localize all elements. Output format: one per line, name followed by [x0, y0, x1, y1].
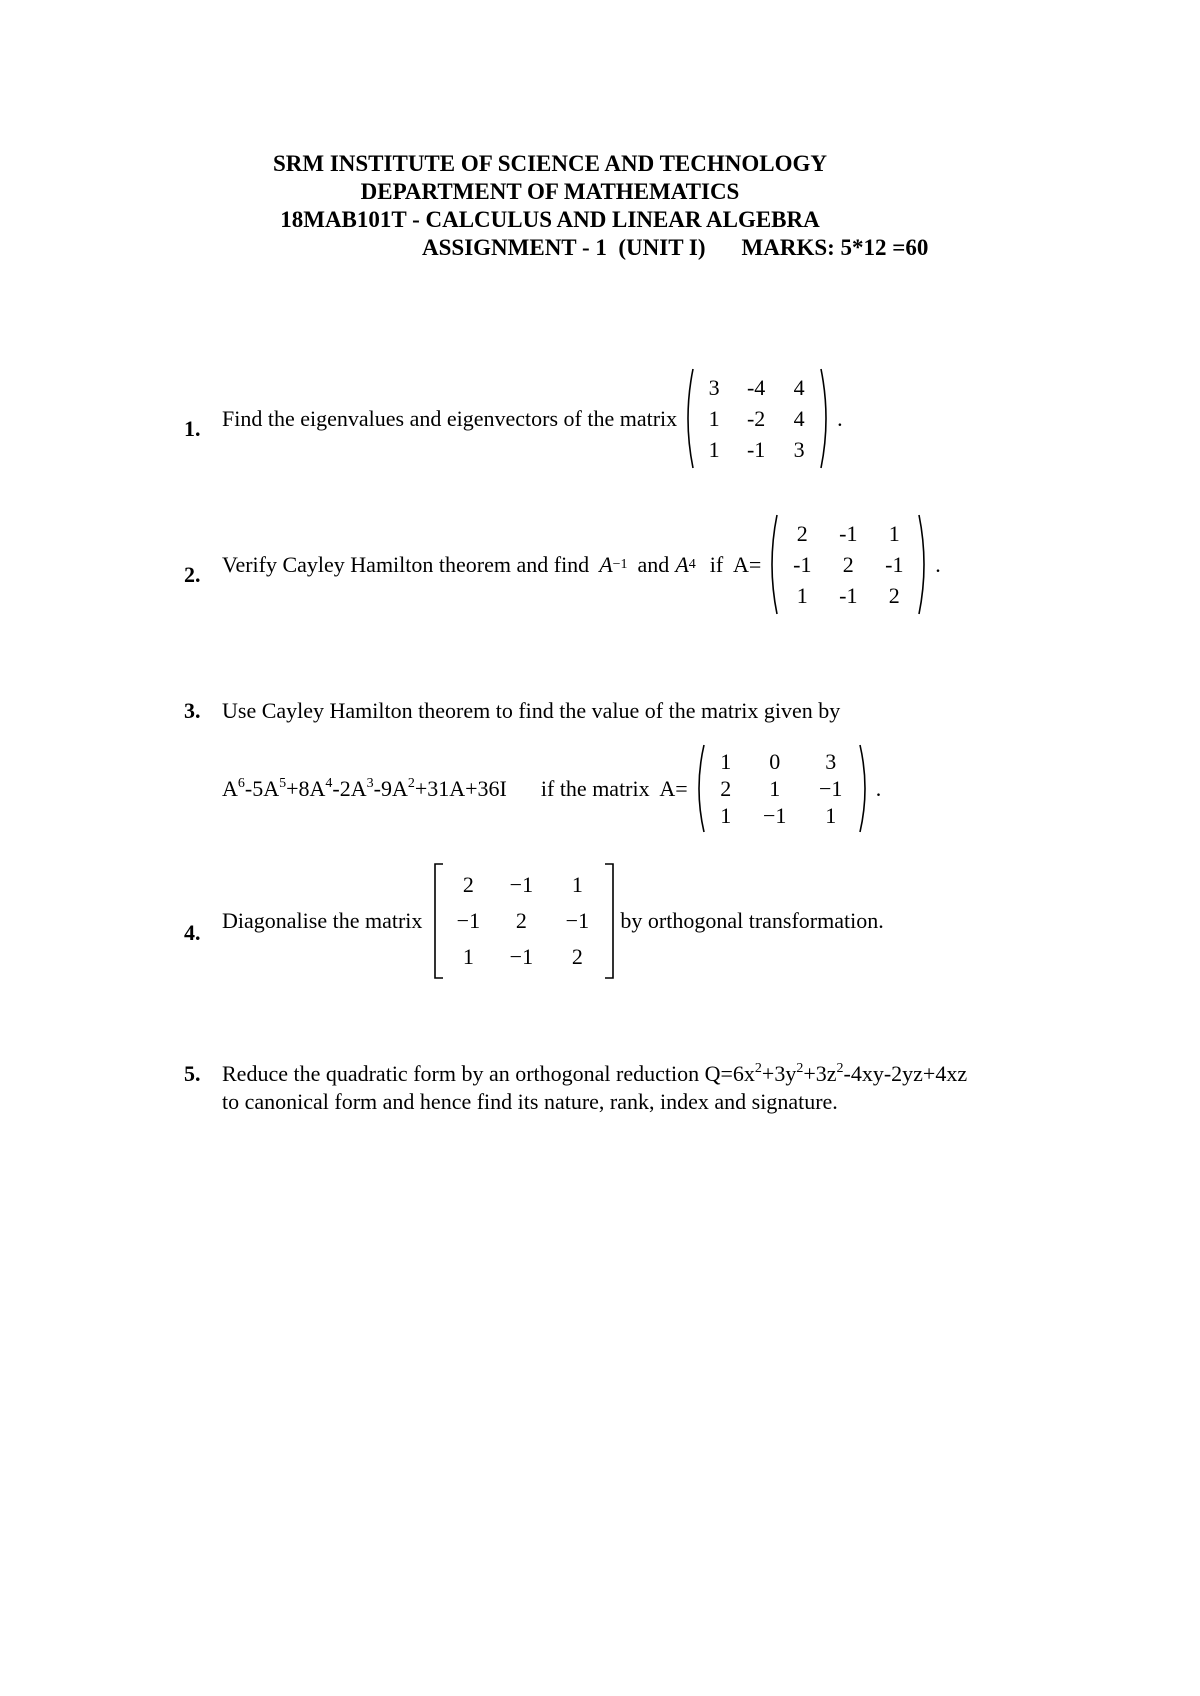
right-bracket — [602, 863, 616, 979]
question-text: Diagonalise the matrix — [222, 908, 423, 933]
matrix-cell: 1 — [571, 872, 583, 897]
matrix-cell: −1 — [509, 944, 534, 969]
term: -9A — [373, 775, 408, 801]
matrix-cell: 2 — [888, 583, 900, 608]
matrix-cell: 4 — [793, 375, 805, 400]
matrix-q4 — [432, 863, 616, 979]
exponent: 6 — [237, 775, 245, 791]
course-title: 18MAB101T - CALCULUS AND LINEAR ALGEBRA — [280, 207, 820, 232]
matrix-cell: 4 — [793, 406, 805, 431]
matrix-cell: 1 — [720, 803, 732, 828]
exponent: 2 — [754, 1061, 762, 1076]
matrix-cell: 1 — [708, 437, 720, 462]
matrix-q2 — [765, 514, 931, 615]
matrix-cell: -1 — [885, 552, 904, 577]
matrix-cell: −1 — [762, 803, 787, 828]
symbol-a: A — [599, 551, 613, 577]
matrix-cell: −1 — [818, 776, 843, 801]
exponent: 2 — [407, 775, 415, 791]
matrix-cell: 3 — [825, 749, 837, 774]
matrix-cell: -4 — [746, 375, 766, 400]
question-number: 2. — [184, 562, 201, 587]
matrix-cell: 3 — [793, 437, 805, 462]
period: . — [837, 405, 843, 431]
matrix-cell: -1 — [839, 521, 858, 546]
left-bracket — [432, 863, 446, 979]
question-body — [222, 1060, 967, 1088]
matrix-q1 — [681, 368, 833, 469]
matrix-cells — [695, 368, 819, 469]
text: +3y — [761, 1061, 797, 1086]
text: Reduce the quadratic form by an orthogonal reduction Q=6x — [222, 1061, 755, 1086]
matrix-cell: −1 — [456, 908, 481, 933]
matrix-cell: 0 — [769, 749, 781, 774]
question-body — [222, 368, 843, 469]
right-bracket — [819, 368, 833, 469]
question-number: 5. — [184, 1061, 201, 1086]
if-label: if A= — [709, 551, 762, 577]
exponent: 2 — [836, 1061, 844, 1076]
term: -2A — [332, 775, 367, 801]
matrix-cell: 1 — [708, 406, 720, 431]
matrix-cell: -1 — [746, 437, 766, 462]
matrix-cells — [446, 863, 602, 979]
question-text: Verify Cayley Hamilton theorem and find — [222, 551, 590, 577]
period: . — [935, 551, 941, 577]
matrix-cells — [779, 514, 917, 615]
matrix-cell: 2 — [842, 552, 854, 577]
period: . — [875, 775, 882, 801]
question-5-continued — [222, 1088, 838, 1116]
matrix-cell: −1 — [565, 908, 590, 933]
exponent: 5 — [279, 775, 287, 791]
matrix-cell: 2 — [720, 776, 732, 801]
left-bracket — [692, 744, 706, 833]
question-number: 3. — [184, 698, 201, 723]
matrix-cell: 2 — [571, 944, 583, 969]
matrix-q3 — [692, 744, 872, 833]
matrix-cell: 2 — [462, 872, 474, 897]
assignment-title: ASSIGNMENT - 1 (UNIT I) — [422, 235, 706, 260]
matrix-cell: -2 — [746, 406, 766, 431]
question-body — [222, 863, 884, 979]
term: -5A — [244, 775, 280, 801]
left-bracket — [765, 514, 779, 615]
question-text-after: by orthogonal transformation. — [620, 908, 884, 933]
marks-label: MARKS: 5*12 =60 — [741, 235, 929, 260]
matrix-cell: 3 — [708, 375, 720, 400]
institute-name: SRM INSTITUTE OF SCIENCE AND TECHNOLOGY — [272, 151, 828, 176]
matrix-cell: -1 — [839, 583, 858, 608]
matrix-cell: -1 — [793, 552, 812, 577]
department-name: DEPARTMENT OF MATHEMATICS — [360, 179, 740, 204]
expression-line — [222, 744, 881, 833]
right-bracket — [917, 514, 931, 615]
term: A — [222, 775, 238, 801]
question-text: Find the eigenvalues and eigenvectors of the matrix — [222, 405, 678, 431]
matrix-cell: 1 — [462, 944, 474, 969]
matrix-cell: 2 — [796, 521, 808, 546]
polynomial-expression — [222, 775, 507, 803]
term: +31A+36I — [414, 775, 507, 801]
symbol-a: A — [675, 551, 689, 577]
matrix-cell: 1 — [796, 583, 808, 608]
question-number: 1. — [184, 416, 201, 441]
question-number: 4. — [184, 920, 201, 945]
exponent: 2 — [796, 1061, 804, 1076]
text: -4xy-2yz+4xz — [843, 1061, 968, 1086]
matrix-cell: 1 — [888, 521, 900, 546]
question-body: Verify Cayley Hamilton theorem and find A −1 and A 4 if A= 2 -1 1 -1 2 -1 1 -1 2 . — [222, 514, 941, 615]
question-text — [222, 1060, 967, 1088]
and-word: and — [637, 551, 670, 577]
matrix-cell: −1 — [509, 872, 534, 897]
matrix-cell: 2 — [515, 908, 527, 933]
if-label: if the matrix A= — [540, 775, 688, 801]
term: +8A — [286, 775, 326, 801]
matrix-cell: 1 — [769, 776, 781, 801]
exponent: 4 — [325, 775, 333, 791]
matrix-cell: 1 — [825, 803, 837, 828]
matrix-cell: 1 — [720, 749, 732, 774]
left-bracket — [681, 368, 695, 469]
document-header — [200, 150, 929, 262]
question-body — [222, 697, 840, 725]
right-bracket — [858, 744, 872, 833]
text: +3z — [803, 1061, 837, 1086]
matrix-cells — [706, 744, 858, 833]
exponent: 3 — [366, 775, 374, 791]
assignment-line — [200, 234, 929, 262]
question-text-line2: to canonical form and hence find its nature, rank, index and signature. — [222, 1089, 838, 1114]
question-text: Use Cayley Hamilton theorem to find the value of the matrix given by — [222, 698, 841, 723]
